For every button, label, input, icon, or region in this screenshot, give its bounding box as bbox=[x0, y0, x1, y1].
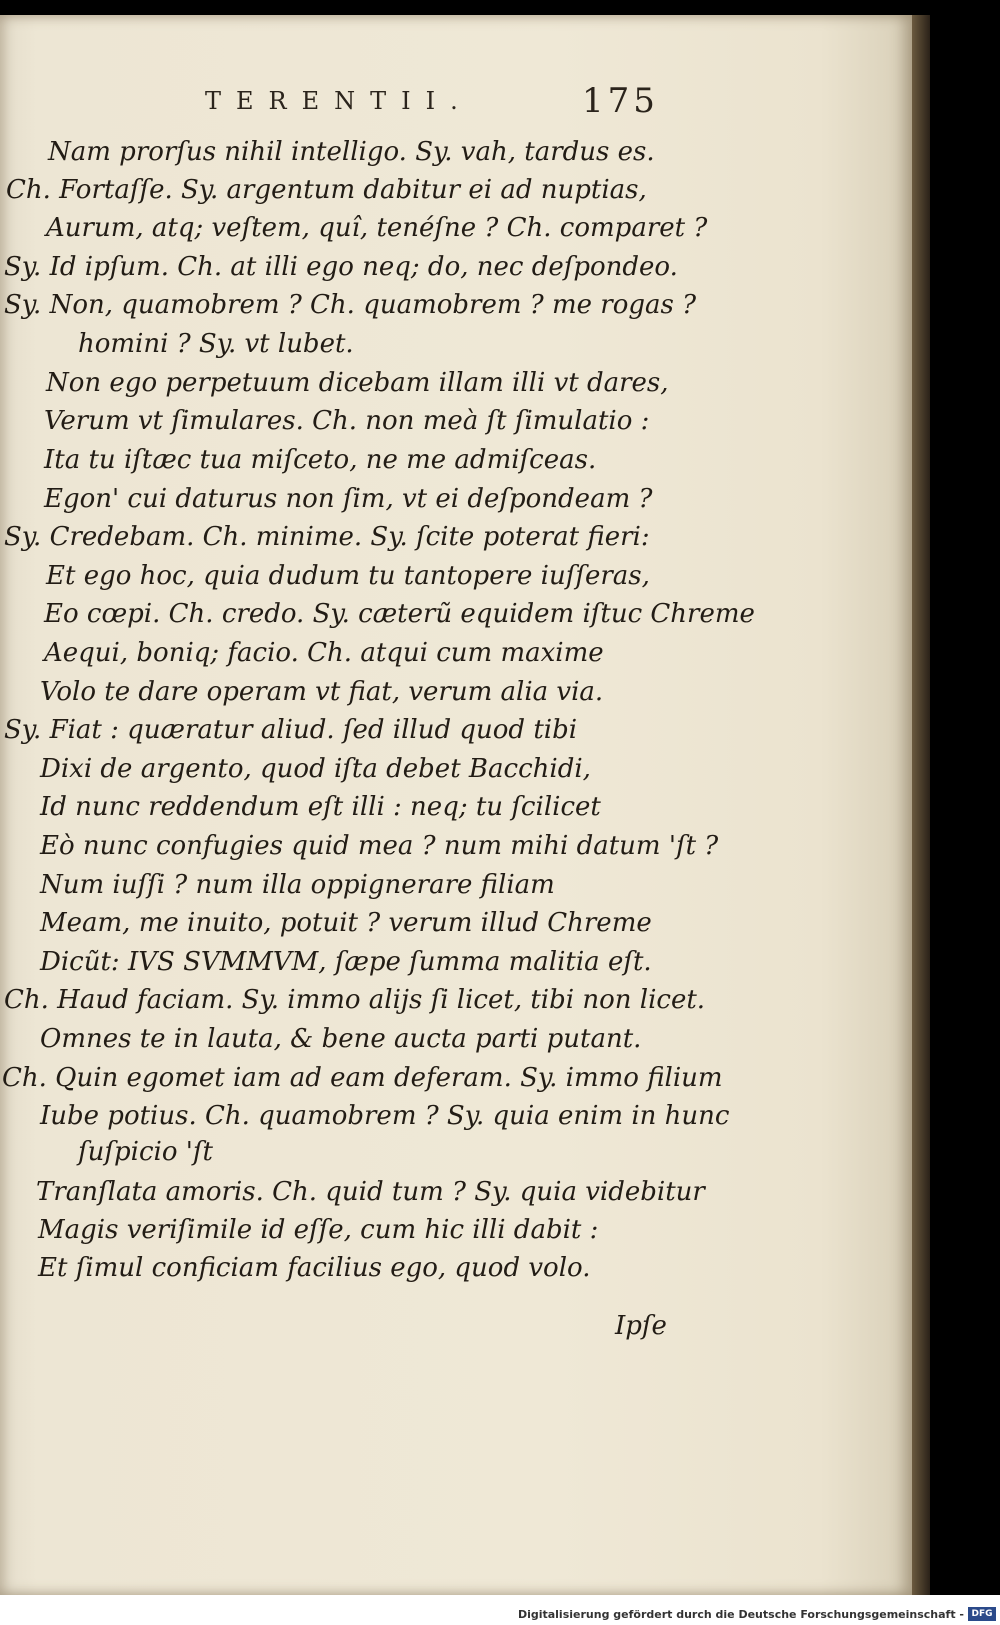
text-line: Iube potius. Ch. quamobrem ? Sy. quia enim in hunc bbox=[40, 1101, 730, 1131]
text-line: Ita tu iſtæc tua miſceto, ne me admiſceas. bbox=[44, 445, 597, 475]
text-line: Sy. Non, quamobrem ? Ch. quamobrem ? me rogas ? bbox=[4, 290, 697, 320]
dfg-logo: DFG bbox=[968, 1607, 996, 1621]
text-line: Omnes te in lauta, & bene aucta parti putant. bbox=[40, 1024, 642, 1054]
text-line: Num iuſſi ? num illa oppignerare filiam bbox=[40, 870, 555, 900]
catchword: Ipſe bbox=[615, 1311, 667, 1341]
running-head: TERENTII. bbox=[205, 87, 473, 115]
text-line: Sy. Fiat : quæratur aliud. ſed illud quod tibi bbox=[4, 715, 578, 745]
text-line: Volo te dare operam vt fiat, verum alia via. bbox=[40, 677, 604, 707]
text-line: Sy. Id ipſum. Ch. at illi ego neq; do, nec deſpondeo. bbox=[4, 252, 678, 282]
text-line: Ch. Fortaſſe. Sy. argentum dabitur ei ad nuptias, bbox=[6, 175, 647, 205]
text-line: Et ſimul conficiam facilius ego, quod volo. bbox=[38, 1253, 591, 1283]
text-line: Eo cœpi. Ch. credo. Sy. cæterũ equidem iſtuc Chreme bbox=[44, 599, 755, 629]
text-line: Ch. Haud faciam. Sy. immo alijs ſi licet, tibi non licet. bbox=[4, 985, 706, 1015]
text-line: Ch. Quin egomet iam ad eam deferam. Sy. immo filium bbox=[2, 1063, 723, 1093]
text-line: Nam prorſus nihil intelligo. Sy. vah, tardus es. bbox=[48, 137, 655, 167]
text-line: Non ego perpetuum dicebam illam illi vt dares, bbox=[46, 368, 669, 398]
text-line: Magis veriſimile id eſſe, cum hic illi dabit : bbox=[38, 1215, 599, 1245]
page-header bbox=[0, 81, 912, 127]
text-line: Tranſlata amoris. Ch. quid tum ? Sy. quia videbitur bbox=[36, 1177, 705, 1207]
text-line: homini ? Sy. vt lubet. bbox=[78, 329, 354, 359]
page-number: 175 bbox=[582, 81, 659, 121]
paper-sheet bbox=[0, 15, 912, 1595]
text-line: ſuſpicio 'ſt bbox=[78, 1137, 213, 1167]
text-line: Aurum, atq; veſtem, quî, tenéſne ? Ch. comparet ? bbox=[46, 213, 708, 243]
text-line: Sy. Credebam. Ch. minime. Sy. ſcite poterat fieri: bbox=[4, 522, 650, 552]
digitization-credit: Digitalisierung gefördert durch die Deutsche Forschungsgemeinschaft - bbox=[517, 1608, 964, 1621]
text-line: Id nunc reddendum eſt illi : neq; tu ſcilicet bbox=[40, 792, 601, 822]
page-edge-shadow bbox=[912, 15, 930, 1595]
text-line: Et ego hoc, quia dudum tu tantopere iuſſeras, bbox=[46, 561, 650, 591]
text-line: Verum vt ſimulares. Ch. non meà ſt ſimulatio : bbox=[44, 406, 650, 436]
text-line: Eò nunc confugies quid mea ? num mihi datum 'ſt ? bbox=[40, 831, 719, 861]
text-line: Aequi, boniq; facio. Ch. atqui cum maxime bbox=[44, 638, 604, 668]
text-line: Dixi de argento, quod iſta debet Bacchidi, bbox=[40, 754, 591, 784]
text-line: Meam, me inuito, potuit ? verum illud Chreme bbox=[40, 908, 652, 938]
text-line: Egon' cui daturus non ſim, vt ei deſpondeam ? bbox=[44, 484, 653, 514]
text-line: Dicũt: IVS SVMMVM, ſæpe ſumma malitia eſt. bbox=[40, 947, 652, 977]
